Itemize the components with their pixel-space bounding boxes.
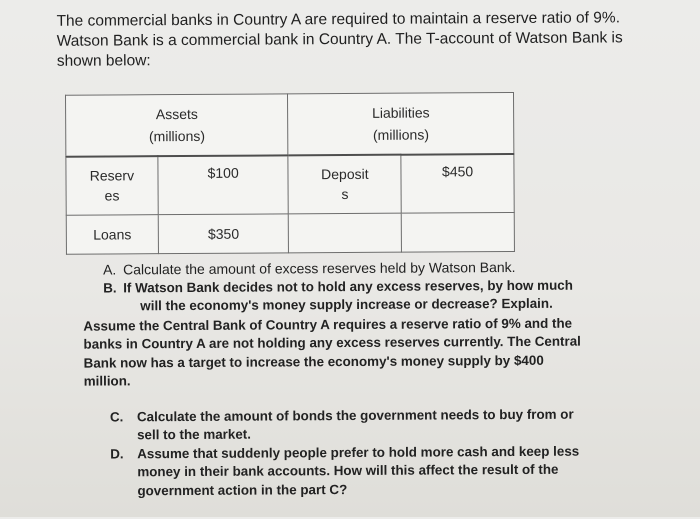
empty-liability-value-cell	[401, 212, 514, 252]
intro-line-1: The commercial banks in Country A are required to maintain a reserve ratio of 9%.	[56, 9, 621, 30]
question-b-text-2: will the economy's money supply increase or decrease? Explain.	[140, 295, 553, 314]
intro-line-2: Watson Bank is a commercial bank in Country A. The T-account of Watson Bank is	[56, 29, 623, 50]
question-b-letter: B.	[103, 279, 117, 296]
assets-header-label: Assets	[155, 105, 198, 123]
scenario-line-4: million.	[83, 373, 131, 389]
question-d	[84, 442, 674, 501]
t-account-row-reserves	[66, 154, 514, 215]
liabilities-header	[288, 92, 514, 155]
question-b-text-1: If Watson Bank decides not to hold any excess reserves, by how much	[123, 277, 573, 295]
assets-header-unit: (millions)	[148, 127, 206, 145]
t-account-header-row	[65, 92, 513, 156]
questions-section	[83, 257, 674, 501]
loans-value: $350	[158, 214, 289, 254]
scenario-paragraph	[83, 314, 673, 392]
scenario-line-1: Assume the Central Bank of Country A requires a reserve ratio of 9% and the	[83, 315, 573, 334]
deposits-label-line-2: s	[341, 186, 349, 203]
deposits-value: $450	[401, 154, 514, 213]
t-account-table	[65, 92, 515, 255]
question-c-letter: C.	[109, 408, 124, 424]
reserves-label-line-1: Reserv	[89, 167, 135, 184]
question-a-text: Calculate the amount of excess reserves held by Watson Bank.	[123, 258, 516, 278]
liabilities-header-label: Liabilities	[371, 104, 430, 121]
scenario-line-3: Bank now has a target to increase the economy's money supply by $400	[83, 352, 544, 371]
reserves-label-line-2: es	[104, 187, 120, 204]
question-b	[83, 276, 673, 317]
question-d-text-3: government action in the part C?	[137, 481, 348, 498]
question-c-text-2: sell to the market.	[137, 426, 251, 443]
loans-label: Loans	[66, 215, 158, 255]
question-c-text-1: Calculate the amount of bonds the government needs to buy from or	[136, 406, 574, 424]
empty-liability-label-cell	[289, 213, 402, 253]
scenario-line-2: banks in Country A are not holding any excess reserves currently. The Central	[83, 333, 581, 352]
intro-paragraph	[56, 8, 686, 72]
question-c	[84, 405, 674, 446]
question-d-text-1: Assume that suddenly people prefer to hold more cash and keep less	[137, 443, 580, 461]
liabilities-header-unit: (millions)	[372, 126, 430, 143]
deposits-label	[288, 155, 401, 214]
question-d-text-2: money in their bank accounts. How will this affect the result of the	[137, 461, 559, 480]
question-d-letter: D.	[110, 445, 124, 461]
reserves-value: $100	[158, 155, 289, 214]
intro-line-3: shown below:	[56, 52, 151, 70]
deposits-label-line-1: Deposit	[321, 165, 369, 183]
question-a-letter: A.	[103, 261, 117, 278]
reserves-label	[66, 156, 158, 215]
t-account-row-loans	[66, 212, 514, 254]
assets-header	[65, 94, 288, 157]
